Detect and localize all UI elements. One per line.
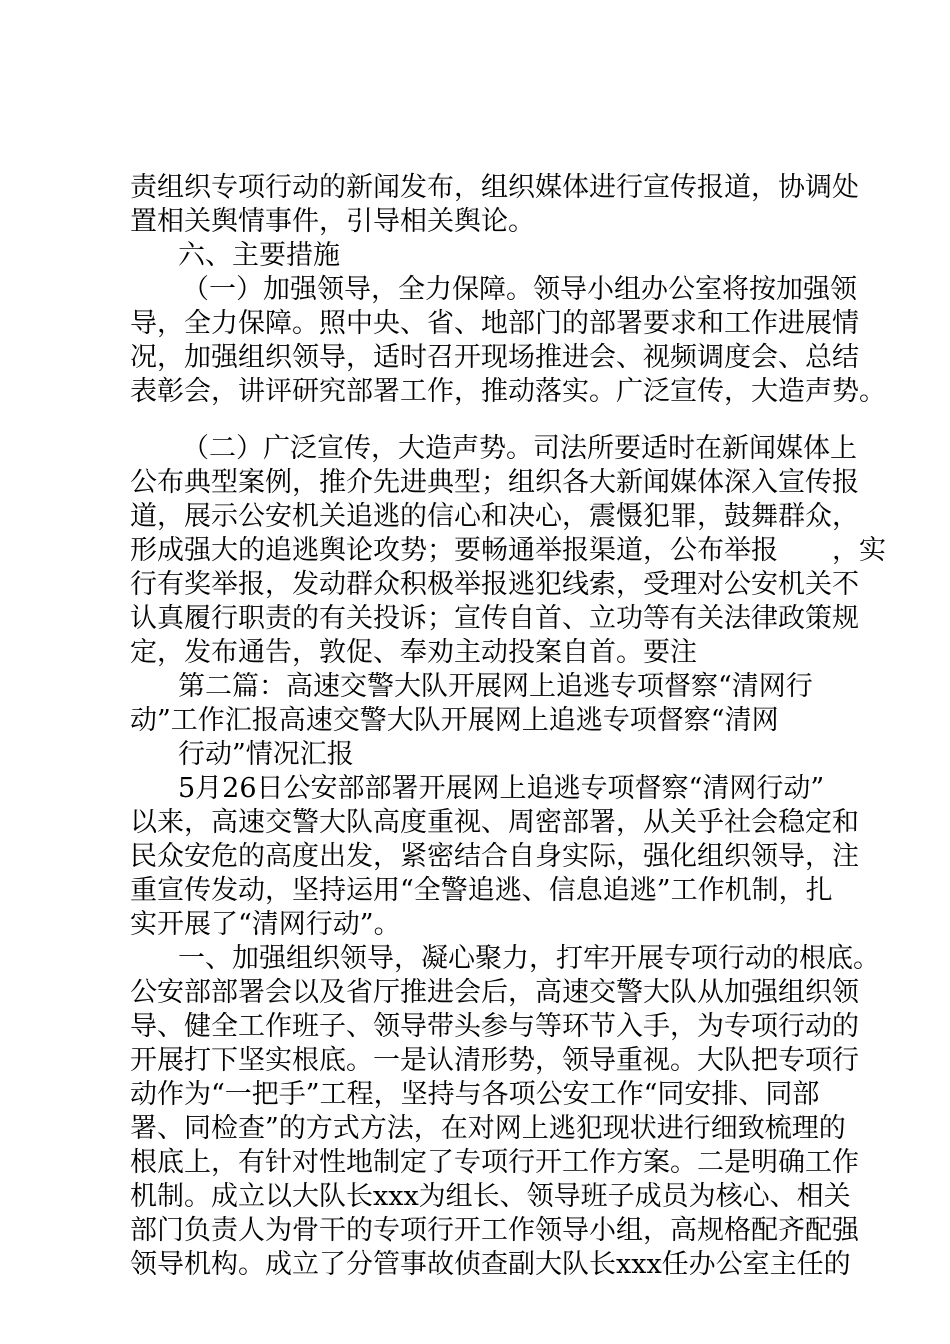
- text-line: 开展打下坚实根底。一是认清形势，领导重视。大队把专项行: [130, 1045, 859, 1076]
- chapter-title: 行动”情况汇报: [178, 739, 354, 770]
- section-heading: 一、加强组织领导，凝心聚力，打牢开展专项行动的根底。: [178, 943, 880, 974]
- text-line: 根底上，有针对性地制定了专项行开工作方案。二是明确工作: [130, 1147, 859, 1178]
- chapter-title: 动”工作汇报高速交警大队开展网上追逃专项督察“清网: [130, 705, 779, 736]
- section-heading: 六、主要措施: [178, 240, 340, 271]
- text-line: 行有奖举报，发动群众积极举报逃犯线索，受理对公安机关不: [130, 569, 859, 600]
- text-line: 形成强大的追逃舆论攻势；要畅通举报渠道，公布举报 ，实: [130, 535, 886, 566]
- text-line: 以来，高速交警大队高度重视、周密部署，从关乎社会稳定和: [130, 807, 859, 838]
- text-line: 部门负责人为骨干的专项行开工作领导小组，高规格配齐配强: [130, 1215, 859, 1246]
- text-line: （二）广泛宣传，大造声势。司法所要适时在新闻媒体上: [182, 433, 857, 464]
- text-line: 置相关舆情事件，引导相关舆论。: [130, 206, 535, 237]
- text-line: 5月26日公安部部署开展网上追逃专项督察“清网行动”: [178, 773, 825, 804]
- text-line: 实开展了“清网行动”。: [130, 909, 401, 940]
- text-line: 公安部部署会以及省厅推进会后，高速交警大队从加强组织领: [130, 977, 859, 1008]
- text-line: 定，发布通告，敦促、奉劝主动投案自首。要注: [130, 637, 697, 668]
- text-line: 况，加强组织领导，适时召开现场推进会、视频调度会、总结: [130, 342, 859, 373]
- text-line: 民众安危的高度出发，紧密结合自身实际，强化组织领导，注: [130, 841, 859, 872]
- text-line: 重宣传发动，坚持运用“全警追逃、信息追逃”工作机制，扎: [130, 875, 833, 906]
- chapter-title: 第二篇：高速交警大队开展网上追逃专项督察“清网行: [178, 671, 813, 702]
- text-line: 公布典型案例，推介先进典型；组织各大新闻媒体深入宣传报: [130, 467, 859, 498]
- text-line: （一）加强领导，全力保障。领导小组办公室将按加强领: [182, 274, 857, 305]
- text-line: 导、健全工作班子、领导带头参与等环节入手，为专项行动的: [130, 1011, 859, 1042]
- text-line: 责组织专项行动的新闻发布，组织媒体进行宣传报道，协调处: [130, 172, 859, 203]
- text-line: 道，展示公安机关追逃的信心和决心，震慑犯罪，鼓舞群众，: [130, 501, 859, 532]
- text-line: 领导机构。成立了分管事故侦查副大队长xxx任办公室主任的: [130, 1249, 851, 1280]
- text-line: 动作为“一把手”工程，坚持与各项公安工作“同安排、同部: [130, 1079, 820, 1110]
- text-line: 导，全力保障。照中央、省、地部门的部署要求和工作进展情: [130, 308, 859, 339]
- text-line: 署、同检查”的方式方法，在对网上逃犯现状进行细致梳理的: [130, 1113, 846, 1144]
- text-line: 表彰会，讲评研究部署工作，推动落实。广泛宣传，大造声势。: [130, 376, 886, 407]
- text-line: 机制。成立以大队长xxx为组长、领导班子成员为核心、相关: [130, 1181, 851, 1212]
- text-line: 认真履行职责的有关投诉；宣传自首、立功等有关法律政策规: [130, 603, 859, 634]
